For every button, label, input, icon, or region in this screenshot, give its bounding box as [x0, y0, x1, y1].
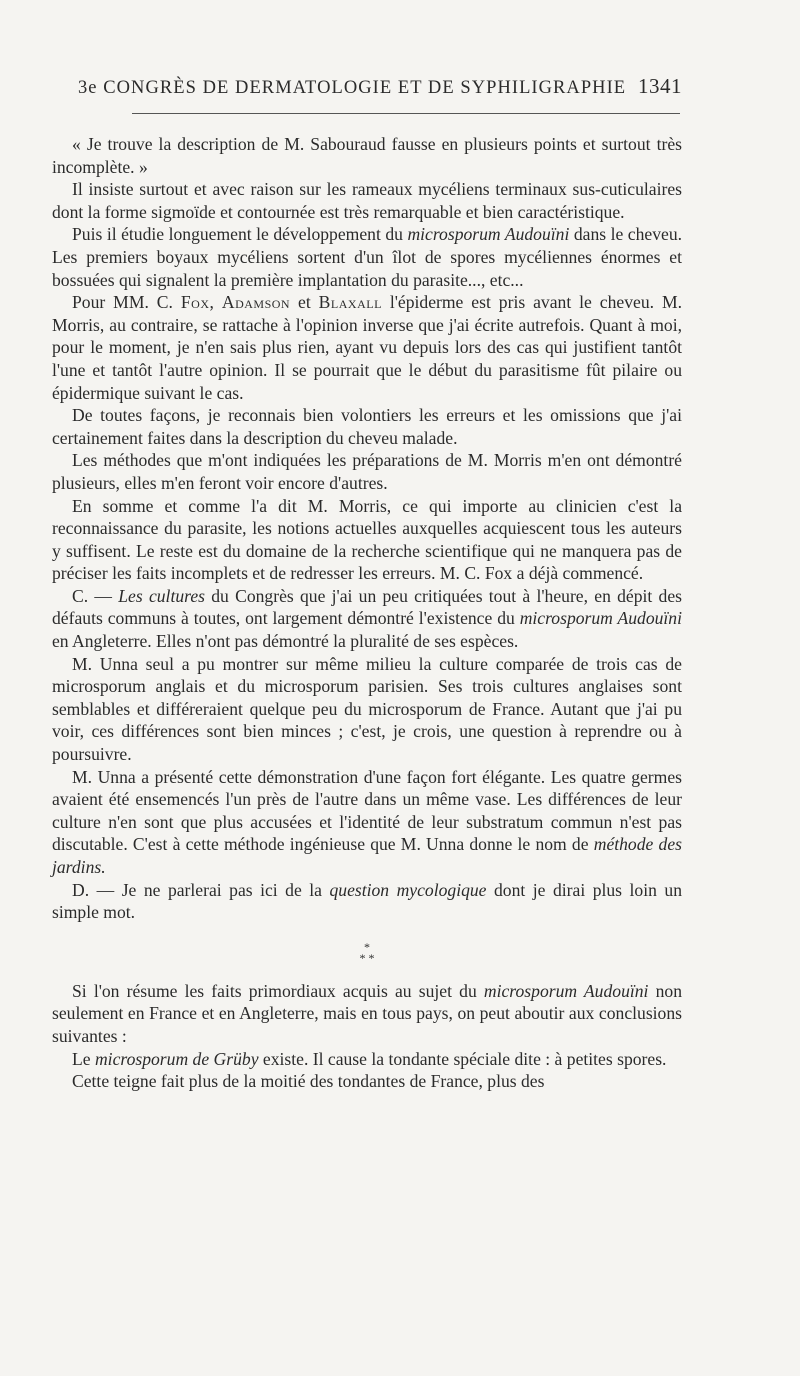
header-rule: [132, 113, 680, 114]
paragraph: Puis il étudie longuement le développement du microsporum Audouïni dans le cheveu. Les premiers boyaux mycéliens sortent d'un îlot de spores mycéliennes énormes et bossuées qui signalent la première implantation du parasite..., etc...: [52, 224, 683, 290]
section-separator: * * *: [359, 939, 375, 965]
paragraph: « Je trouve la description de M. Sabouraud fausse en plusieurs points et surtout très incomplète. »: [52, 134, 682, 177]
paragraph: Pour MM. C. Fox, Adamson et Blaxall l'épiderme est pris avant le cheveu. M. Morris, au contraire, se rattache à l'opinion inverse que j'ai écrite autrefois. Quant à moi, pour le moment, je n'en sais plus rien, ayant vu depuis lors des cas qui justifient tantôt l'une et tantôt l'autre opinion. Il se pourrait que le début du parasitisme fût pilaire ou épidermique suivant le cas.: [52, 292, 682, 403]
paragraph: C. — Les cultures du Congrès que j'ai un peu critiquées tout à l'heure, en dépit des défauts communs à toutes, ont largement démontré l'existence du microsporum Audouïni en Angleterre. Elles n'ont pas démontré la pluralité de ses espèces.: [52, 585, 683, 652]
running-header: [78, 74, 682, 104]
species-name: microsporum de Grüby: [94, 1048, 259, 1069]
species-name: microsporum Audouïni: [519, 608, 682, 629]
paragraph: Si l'on résume les faits primordiaux acquis au sujet du microsporum Audouïni non seulement en France et en Angleterre, mais en tous pays, on peut aboutir aux conclusions suivantes :: [52, 980, 683, 1046]
paragraph: Il insiste surtout et avec raison sur les rameaux mycéliens terminaux sus-cuticulaires dont la forme sigmoïde et contournée est très remarquable et bien caractéristique.: [52, 179, 682, 222]
paragraph: Le microsporum de Grüby existe. Il cause la tondante spéciale dite : à petites spores.: [72, 1048, 667, 1069]
section-term: Les cultures: [118, 585, 205, 606]
method-name: méthode des jardins.: [52, 834, 682, 877]
paragraph: Cette teigne fait plus de la moitié des tondantes de France, plus des: [72, 1071, 545, 1092]
author-name: Blaxall: [318, 292, 382, 313]
section-term: question mycologique: [329, 879, 487, 900]
paragraph: M. Unna a présenté cette démonstration d'une façon fort élégante. Les quatre germes avaient été ensemencés l'un près de l'autre dans un même vase. Les différences de leur culture n'en sont que plus accusées et l'identité de leur substratum commun n'est pas discutable. C'est à cette méthode ingénieuse que M. Unna donne le nom de méthode des jardins.: [52, 766, 682, 877]
header-title: 3e CONGRÈS DE DERMATOLOGIE ET DE SYPHILIGRAPHIE: [78, 78, 627, 98]
paragraph: En somme et comme l'a dit M. Morris, ce qui importe au clinicien c'est la reconnaissance du parasite, les notions actuelles auxquelles acquiescent tous les auteurs y suffisent. Le reste est du domaine de la recherche scientifique qui ne manquera pas de préciser les faits incomplets et de redresser les erreurs. M. C. Fox a déjà commencé.: [52, 495, 682, 584]
species-name: microsporum Audouïni: [407, 224, 570, 245]
paragraph: Les méthodes que m'ont indiquées les préparations de M. Morris m'en ont démontré plusieurs, elles m'en feront voir encore d'autres.: [52, 450, 682, 493]
author-name: Fox: [180, 292, 210, 313]
page-number: 1341: [638, 74, 682, 98]
species-name: microsporum Audouïni: [483, 980, 649, 1001]
paragraph: De toutes façons, je reconnais bien volontiers les erreurs et les omissions que j'ai certainement faites dans la description du cheveu malade.: [52, 405, 682, 448]
author-name: Adamson: [221, 292, 291, 313]
paragraph: M. Unna seul a pu montrer sur même milieu la culture comparée de trois cas de microsporum anglais et du microsporum parisien. Ses trois cultures anglaises sont semblables et différeraient quelque peu du microsporum de France. Autant que j'ai pu voir, ces différences sont bien minces ; c'est, je crois, une question à reprendre ou à poursuivre.: [52, 653, 682, 765]
paragraph: D. — Je ne parlerai pas ici de la question mycologique dont je dirai plus loin un simple mot.: [52, 879, 682, 923]
body-text: [52, 133, 682, 1093]
